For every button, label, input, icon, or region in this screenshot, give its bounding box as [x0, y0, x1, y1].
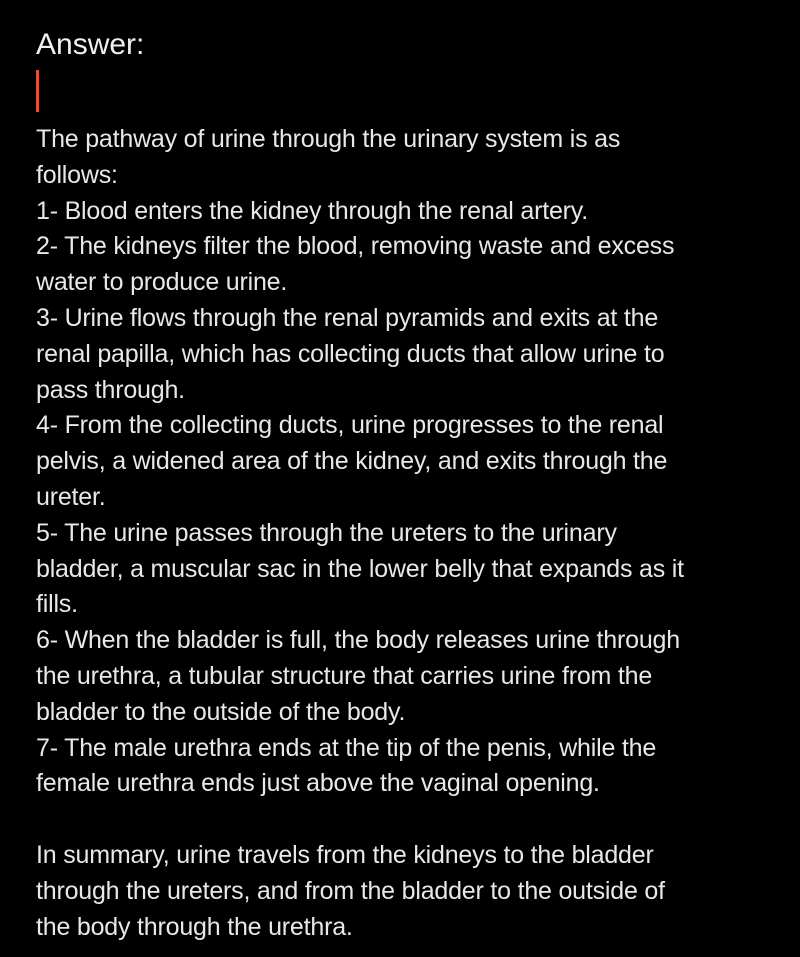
text-line: 5- The urine passes through the ureters to the urinary — [36, 518, 617, 547]
text-line: female urethra ends just above the vaginal opening. — [36, 769, 600, 798]
answer-text[interactable] — [36, 122, 776, 945]
text-line: pelvis, a widened area of the kidney, and exits through the — [36, 447, 668, 476]
answer-heading: Answer: — [36, 28, 145, 61]
text-line: the urethra, a tubular structure that carries urine from the — [36, 661, 653, 690]
text-line: ureter. — [36, 482, 106, 511]
text-line: 7- The male urethra ends at the tip of the penis, while the — [36, 733, 657, 762]
text-line: 1- Blood enters the kidney through the renal artery. — [36, 196, 588, 225]
text-line: In summary, urine travels from the kidneys to the bladder — [36, 840, 654, 869]
answer-view — [36, 22, 776, 945]
blank-line — [36, 802, 776, 838]
text-line: follows: — [36, 160, 118, 189]
text-line: pass through. — [36, 375, 185, 404]
text-line: 2- The kidneys filter the blood, removing waste and excess — [36, 232, 675, 261]
text-line: 3- Urine flows through the renal pyramids and exits at the — [36, 303, 659, 332]
text-line: the body through the urethra. — [36, 912, 353, 941]
text-line: bladder to the outside of the body. — [36, 697, 406, 726]
text-line: through the ureters, and from the bladder to the outside of — [36, 876, 665, 905]
text-line: bladder, a muscular sac in the lower belly that expands as it — [36, 554, 684, 583]
text-line: 4- From the collecting ducts, urine progresses to the renal — [36, 411, 664, 440]
text-line: 6- When the bladder is full, the body releases urine through — [36, 626, 680, 655]
text-cursor — [36, 70, 39, 112]
text-line: The pathway of urine through the urinary system is as — [36, 125, 621, 153]
text-line: fills. — [36, 590, 78, 619]
text-line: water to produce urine. — [36, 268, 288, 297]
text-line: renal papilla, which has collecting ducts that allow urine to — [36, 339, 665, 368]
